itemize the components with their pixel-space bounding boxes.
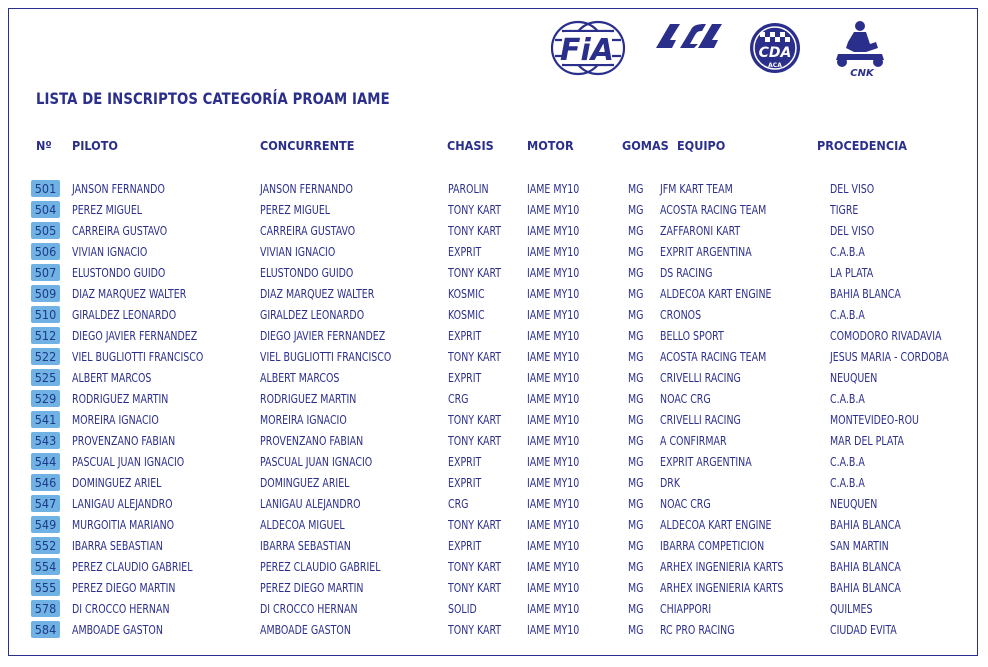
cell-equipo: RC PRO RACING (660, 622, 735, 637)
cell-equipo: DRK (660, 475, 681, 490)
cell-chasis: EXPRIT (448, 454, 482, 469)
cell-chasis: TONY KART (448, 223, 502, 238)
entry-number-badge: 510 (31, 306, 60, 323)
cell-concurrente: PROVENZANO FABIAN (260, 433, 364, 448)
header-chasis: CHASIS (447, 138, 494, 153)
cell-equipo: ARHEX INGENIERIA KARTS (660, 580, 784, 595)
cell-piloto: ELUSTONDO GUIDO (72, 265, 166, 280)
cell-motor: IAME MY10 (527, 622, 580, 637)
cell-concurrente: PASCUAL JUAN IGNACIO (260, 454, 373, 469)
entry-number-badge: 543 (31, 432, 60, 449)
cell-procedencia: TIGRE (830, 202, 859, 217)
cell-procedencia: BAHIA BLANCA (830, 517, 901, 532)
cell-piloto: VIVIAN IGNACIO (72, 244, 148, 259)
fia-logo-text: FiA (560, 33, 614, 68)
cell-chasis: TONY KART (448, 517, 502, 532)
cell-procedencia: DEL VISO (830, 223, 875, 238)
cell-procedencia: COMODORO RIVADAVIA (830, 328, 942, 343)
cell-equipo: ARHEX INGENIERIA KARTS (660, 559, 784, 574)
header-motor: MOTOR (527, 138, 574, 153)
header-num: Nº (36, 138, 52, 153)
entry-number-badge: 554 (31, 558, 60, 575)
cell-piloto: VIEL BUGLIOTTI FRANCISCO (72, 349, 204, 364)
cell-piloto: RODRIGUEZ MARTIN (72, 391, 169, 406)
entry-number-badge: 584 (31, 621, 60, 638)
cell-procedencia: MAR DEL PLATA (830, 433, 904, 448)
cell-motor: IAME MY10 (527, 370, 580, 385)
cell-motor: IAME MY10 (527, 454, 580, 469)
cell-motor: IAME MY10 (527, 559, 580, 574)
entry-number-badge: 529 (31, 390, 60, 407)
cell-motor: IAME MY10 (527, 202, 580, 217)
cell-piloto: ALBERT MARCOS (72, 370, 152, 385)
cell-chasis: CRG (448, 391, 469, 406)
cell-concurrente: DOMINGUEZ ARIEL (260, 475, 350, 490)
cell-equipo: CRIVELLI RACING (660, 370, 741, 385)
cell-chasis: KOSMIC (448, 307, 485, 322)
cell-motor: IAME MY10 (527, 328, 580, 343)
cell-chasis: TONY KART (448, 580, 502, 595)
cell-gomas: MG (628, 223, 644, 238)
entry-number-badge: 504 (31, 201, 60, 218)
cell-equipo: EXPRIT ARGENTINA (660, 454, 752, 469)
cell-equipo: ACOSTA RACING TEAM (660, 349, 767, 364)
cell-gomas: MG (628, 601, 644, 616)
cell-gomas: MG (628, 580, 644, 595)
cell-piloto: PEREZ CLAUDIO GABRIEL (72, 559, 193, 574)
cell-concurrente: GIRALDEZ LEONARDO (260, 307, 365, 322)
cell-chasis: EXPRIT (448, 244, 482, 259)
cell-concurrente: VIVIAN IGNACIO (260, 244, 336, 259)
cell-motor: IAME MY10 (527, 517, 580, 532)
cell-equipo: JFM KART TEAM (660, 181, 733, 196)
cell-piloto: DI CROCCO HERNAN (72, 601, 170, 616)
cell-gomas: MG (628, 622, 644, 637)
cell-gomas: MG (628, 454, 644, 469)
cell-gomas: MG (628, 244, 644, 259)
entry-number-badge: 509 (31, 285, 60, 302)
cell-gomas: MG (628, 286, 644, 301)
cell-chasis: SOLID (448, 601, 477, 616)
cell-piloto: DIEGO JAVIER FERNANDEZ (72, 328, 198, 343)
cell-motor: IAME MY10 (527, 286, 580, 301)
cell-procedencia: DEL VISO (830, 181, 875, 196)
cell-concurrente: PEREZ DIEGO MARTIN (260, 580, 364, 595)
cell-motor: IAME MY10 (527, 475, 580, 490)
cell-motor: IAME MY10 (527, 538, 580, 553)
cell-gomas: MG (628, 538, 644, 553)
fia-logo (548, 18, 626, 78)
cell-procedencia: LA PLATA (830, 265, 874, 280)
cell-concurrente: PEREZ CLAUDIO GABRIEL (260, 559, 381, 574)
cell-procedencia: BAHIA BLANCA (830, 580, 901, 595)
entry-number-badge: 578 (31, 600, 60, 617)
cell-gomas: MG (628, 559, 644, 574)
cell-equipo: A CONFIRMAR (660, 433, 727, 448)
cnk-logo (830, 18, 890, 78)
cell-concurrente: DI CROCCO HERNAN (260, 601, 358, 616)
cell-chasis: TONY KART (448, 202, 502, 217)
cell-procedencia: C.A.B.A (830, 475, 865, 490)
cell-chasis: TONY KART (448, 622, 502, 637)
header-piloto: PILOTO (72, 138, 118, 153)
entry-number-badge: 507 (31, 264, 60, 281)
cell-piloto: PROVENZANO FABIAN (72, 433, 176, 448)
cell-piloto: LANIGAU ALEJANDRO (72, 496, 173, 511)
cell-gomas: MG (628, 412, 644, 427)
cell-concurrente: RODRIGUEZ MARTIN (260, 391, 357, 406)
cda-logo-subtext: ACA (768, 62, 782, 69)
cell-concurrente: ALDECOA MIGUEL (260, 517, 345, 532)
cell-motor: IAME MY10 (527, 412, 580, 427)
cell-chasis: EXPRIT (448, 475, 482, 490)
cell-piloto: PEREZ MIGUEL (72, 202, 143, 217)
cell-equipo: ALDECOA KART ENGINE (660, 517, 772, 532)
entry-number-badge: 546 (31, 474, 60, 491)
cell-equipo: DS RACING (660, 265, 713, 280)
cell-gomas: MG (628, 349, 644, 364)
cell-equipo: CHIAPPORI (660, 601, 712, 616)
cell-piloto: MURGOITIA MARIANO (72, 517, 175, 532)
cell-chasis: KOSMIC (448, 286, 485, 301)
cell-chasis: TONY KART (448, 433, 502, 448)
cell-piloto: DIAZ MARQUEZ WALTER (72, 286, 187, 301)
cell-piloto: CARREIRA GUSTAVO (72, 223, 168, 238)
cell-gomas: MG (628, 181, 644, 196)
cell-concurrente: LANIGAU ALEJANDRO (260, 496, 361, 511)
cda-logo (748, 18, 802, 78)
cell-piloto: JANSON FERNANDO (72, 181, 165, 196)
cell-equipo: CRIVELLI RACING (660, 412, 741, 427)
cell-chasis: TONY KART (448, 349, 502, 364)
cell-motor: IAME MY10 (527, 181, 580, 196)
cell-motor: IAME MY10 (527, 349, 580, 364)
cell-equipo: ALDECOA KART ENGINE (660, 286, 772, 301)
cell-concurrente: CARREIRA GUSTAVO (260, 223, 356, 238)
entry-number-badge: 505 (31, 222, 60, 239)
cell-concurrente: ALBERT MARCOS (260, 370, 340, 385)
cell-concurrente: VIEL BUGLIOTTI FRANCISCO (260, 349, 392, 364)
entry-number-badge: 549 (31, 516, 60, 533)
cell-procedencia: C.A.B.A (830, 307, 865, 322)
cell-concurrente: PEREZ MIGUEL (260, 202, 331, 217)
cell-motor: IAME MY10 (527, 601, 580, 616)
cell-chasis: TONY KART (448, 412, 502, 427)
header-gomas: GOMAS (622, 138, 669, 153)
entry-number-badge: 506 (31, 243, 60, 260)
cell-motor: IAME MY10 (527, 223, 580, 238)
cell-gomas: MG (628, 517, 644, 532)
cell-piloto: PEREZ DIEGO MARTIN (72, 580, 176, 595)
cell-concurrente: ELUSTONDO GUIDO (260, 265, 354, 280)
cell-gomas: MG (628, 391, 644, 406)
entry-number-badge: 512 (31, 327, 60, 344)
cell-equipo: EXPRIT ARGENTINA (660, 244, 752, 259)
page-title: LISTA DE INSCRIPTOS CATEGORÍA PROAM IAME (36, 89, 390, 108)
cell-procedencia: SAN MARTIN (830, 538, 889, 553)
cell-chasis: TONY KART (448, 265, 502, 280)
cell-motor: IAME MY10 (527, 307, 580, 322)
cell-chasis: EXPRIT (448, 538, 482, 553)
cell-gomas: MG (628, 202, 644, 217)
cell-gomas: MG (628, 307, 644, 322)
cell-motor: IAME MY10 (527, 391, 580, 406)
entry-number-badge: 555 (31, 579, 60, 596)
entry-number-badge: 522 (31, 348, 60, 365)
cell-gomas: MG (628, 433, 644, 448)
cell-equipo: NOAC CRG (660, 496, 711, 511)
cell-chasis: EXPRIT (448, 370, 482, 385)
entry-number-badge: 552 (31, 537, 60, 554)
cell-procedencia: BAHIA BLANCA (830, 286, 901, 301)
cell-piloto: MOREIRA IGNACIO (72, 412, 159, 427)
header-equipo: EQUIPO (677, 138, 726, 153)
cell-procedencia: MONTEVIDEO-ROU (830, 412, 919, 427)
entry-number-badge: 547 (31, 495, 60, 512)
entry-number-badge: 541 (31, 411, 60, 428)
cell-piloto: GIRALDEZ LEONARDO (72, 307, 177, 322)
cell-motor: IAME MY10 (527, 580, 580, 595)
cell-gomas: MG (628, 328, 644, 343)
cell-procedencia: C.A.B.A (830, 244, 865, 259)
cell-motor: IAME MY10 (527, 496, 580, 511)
cell-procedencia: NEUQUEN (830, 370, 878, 385)
header-procedencia: PROCEDENCIA (817, 138, 907, 153)
cell-procedencia: CIUDAD EVITA (830, 622, 897, 637)
entry-number-badge: 525 (31, 369, 60, 386)
aca-logo (654, 18, 728, 54)
cell-concurrente: MOREIRA IGNACIO (260, 412, 347, 427)
cell-procedencia: QUILMES (830, 601, 873, 616)
cnk-logo-text: CNK (850, 68, 874, 78)
cell-concurrente: DIEGO JAVIER FERNANDEZ (260, 328, 386, 343)
cell-piloto: DOMINGUEZ ARIEL (72, 475, 162, 490)
cell-procedencia: BAHIA BLANCA (830, 559, 901, 574)
cell-procedencia: C.A.B.A (830, 391, 865, 406)
cell-procedencia: NEUQUEN (830, 496, 878, 511)
cell-chasis: TONY KART (448, 559, 502, 574)
cell-piloto: AMBOADE GASTON (72, 622, 163, 637)
cell-equipo: NOAC CRG (660, 391, 711, 406)
cell-motor: IAME MY10 (527, 433, 580, 448)
cell-gomas: MG (628, 265, 644, 280)
cell-chasis: PAROLIN (448, 181, 489, 196)
entry-number-badge: 501 (31, 180, 60, 197)
cell-concurrente: IBARRA SEBASTIAN (260, 538, 351, 553)
cell-piloto: IBARRA SEBASTIAN (72, 538, 163, 553)
cell-equipo: IBARRA COMPETICION (660, 538, 765, 553)
cell-equipo: BELLO SPORT (660, 328, 724, 343)
cell-equipo: ZAFFARONI KART (660, 223, 741, 238)
cell-equipo: CRONOS (660, 307, 702, 322)
cell-motor: IAME MY10 (527, 265, 580, 280)
cell-procedencia: JESUS MARIA - CORDOBA (830, 349, 949, 364)
entry-number-badge: 544 (31, 453, 60, 470)
cell-concurrente: JANSON FERNANDO (260, 181, 353, 196)
cell-piloto: PASCUAL JUAN IGNACIO (72, 454, 185, 469)
cell-procedencia: C.A.B.A (830, 454, 865, 469)
cell-motor: IAME MY10 (527, 244, 580, 259)
cell-gomas: MG (628, 475, 644, 490)
cell-gomas: MG (628, 370, 644, 385)
cda-logo-text: CDA (758, 45, 792, 61)
cell-chasis: CRG (448, 496, 469, 511)
cell-concurrente: AMBOADE GASTON (260, 622, 351, 637)
cell-gomas: MG (628, 496, 644, 511)
header-concurrente: CONCURRENTE (260, 138, 355, 153)
cell-equipo: ACOSTA RACING TEAM (660, 202, 767, 217)
cell-concurrente: DIAZ MARQUEZ WALTER (260, 286, 375, 301)
cell-chasis: EXPRIT (448, 328, 482, 343)
